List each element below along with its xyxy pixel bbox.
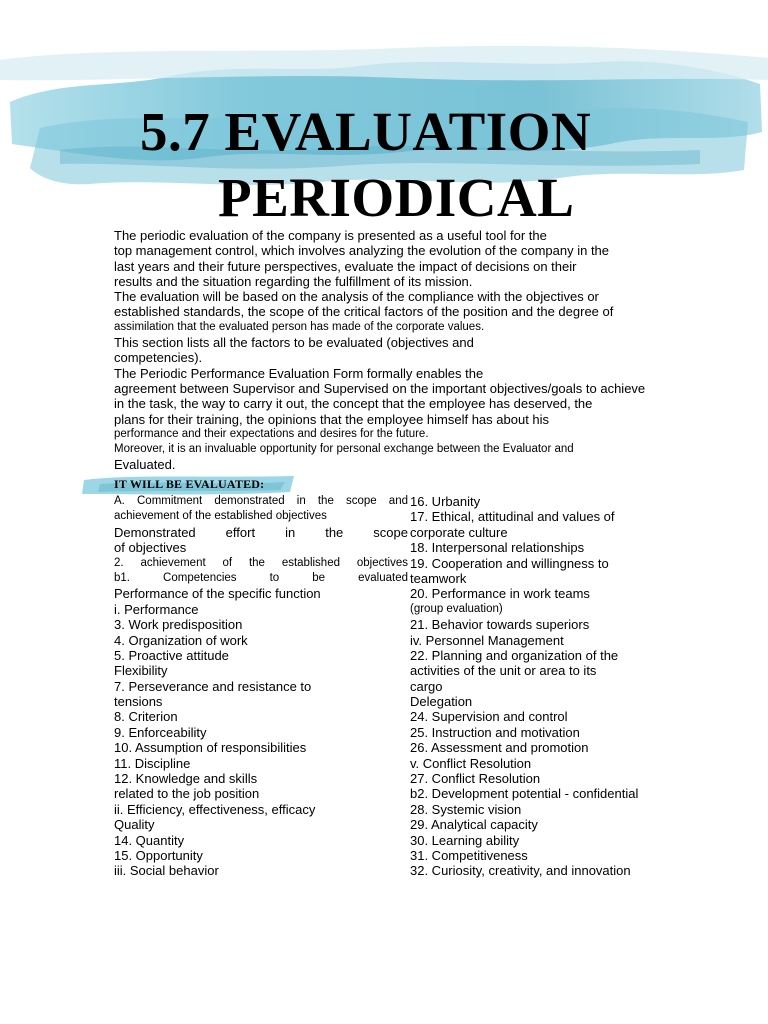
right-column-list (410, 494, 690, 879)
intro-line: Evaluated. (114, 457, 176, 473)
left-column-list (114, 494, 408, 879)
right-list-item: 17. Ethical, attitudinal and values of (410, 509, 615, 525)
right-list-item: (group evaluation) (410, 602, 503, 615)
right-list-item: 18. Interpersonal relationships (410, 540, 585, 556)
left-list-item: Demonstrated effort in the scope (114, 524, 408, 540)
intro-line: results and the situation regarding the fulfillment of its mission. (114, 273, 473, 289)
intro-line: agreement between Supervisor and Supervised on the important objectives/goals to achieve (114, 380, 646, 396)
right-list-item: cargo (410, 678, 443, 694)
left-list-item: Flexibility (114, 663, 168, 679)
left-list-item: tensions (114, 694, 163, 710)
right-list-item: 29. Analytical capacity (410, 817, 538, 833)
left-list-item: A. Commitment demonstrated in the scope and (114, 495, 408, 507)
right-list-item: 25. Instruction and motivation (410, 724, 580, 740)
left-list-item: 2. achievement of the established objectives (114, 556, 408, 569)
left-list-item: 4. Organization of work (114, 632, 248, 648)
right-list-item: 21. Behavior towards superiors (410, 617, 590, 633)
intro-line: performance and their expectations and desires for the future. (114, 427, 429, 440)
intro-line: competencies). (114, 350, 203, 366)
right-list-item: v. Conflict Resolution (410, 755, 532, 771)
left-list-item: 5. Proactive attitude (114, 647, 229, 663)
intro-line: last years and their future perspectives, evaluate the impact of decisions on their (114, 258, 577, 274)
right-list-item: iv. Personnel Management (410, 632, 564, 648)
right-list-item: b2. Development potential - confidential (410, 786, 639, 802)
left-list-item: ii. Efficiency, effectiveness, efficacy (114, 801, 316, 817)
intro-line: The Periodic Performance Evaluation Form formally enables the (114, 365, 484, 381)
intro-line: This section lists all the factors to be evaluated (objectives and (114, 335, 474, 351)
intro-line: The evaluation will be based on the analysis of the compliance with the objectives or (114, 289, 599, 305)
page-title-line-2: PERIODICAL (218, 167, 575, 228)
left-list-item: 8. Criterion (114, 709, 178, 725)
left-list-item: b1. Competencies to be evaluated (114, 571, 408, 584)
left-list-item: 15. Opportunity (114, 847, 203, 863)
left-list-item: Performance of the specific function (114, 586, 321, 602)
right-list-item: 30. Learning ability (410, 832, 520, 848)
right-list-item: 16. Urbanity (410, 494, 481, 509)
intro-line: The periodic evaluation of the company is presented as a useful tool for the (114, 228, 547, 243)
right-list-item: 32. Curiosity, creativity, and innovation (410, 863, 631, 879)
right-list-item: activities of the unit or area to its (410, 663, 597, 679)
left-list-item: 14. Quantity (114, 832, 185, 848)
left-list-item: 7. Perseverance and resistance to (114, 678, 312, 694)
left-list-item: 10. Assumption of responsibilities (114, 740, 307, 756)
left-list-item: 3. Work predisposition (114, 617, 243, 633)
left-list-item: iii. Social behavior (114, 863, 219, 879)
intro-paragraph (114, 228, 674, 473)
left-list-item: of objectives (114, 540, 187, 556)
intro-line: in the task, the way to carry it out, the concept that the employee has deserved, the (114, 396, 593, 412)
left-list-item: related to the job position (114, 786, 260, 802)
left-list-item: Quality (114, 817, 155, 833)
intro-line: Moreover, it is an invaluable opportunity for personal exchange between the Evaluator and (114, 443, 574, 456)
right-list-item: teamwork (410, 570, 467, 586)
intro-line: top management control, which involves analyzing the evolution of the company in the (114, 243, 610, 259)
left-list-item: 11. Discipline (114, 755, 191, 771)
left-list-item: 9. Enforceability (114, 724, 207, 740)
right-list-item: 31. Competitiveness (410, 847, 528, 863)
right-list-item: 26. Assessment and promotion (410, 740, 589, 756)
intro-line: established standards, the scope of the critical factors of the position and the degree of (114, 304, 614, 320)
right-list-item: 20. Performance in work teams (410, 586, 590, 602)
page-title-line-1: 5.7 EVALUATION (140, 101, 592, 162)
right-list-item: 19. Cooperation and willingness to (410, 555, 609, 571)
left-list-item: 12. Knowledge and skills (114, 771, 258, 787)
right-list-item: 27. Conflict Resolution (410, 771, 541, 787)
right-list-item: 22. Planning and organization of the (410, 647, 619, 663)
left-list-item: achievement of the established objectives (114, 510, 327, 523)
right-list-item: 24. Supervision and control (410, 709, 568, 725)
intro-line: assimilation that the evaluated person has made of the corporate values. (114, 320, 485, 333)
right-list-item: 28. Systemic vision (410, 801, 522, 817)
right-list-item: corporate culture (410, 524, 508, 540)
left-list-item: i. Performance (114, 601, 199, 617)
section-heading: IT WILL BE EVALUATED: (114, 477, 265, 491)
right-list-item: Delegation (410, 694, 473, 710)
intro-line: plans for their training, the opinions that the employee himself has about his (114, 411, 550, 427)
